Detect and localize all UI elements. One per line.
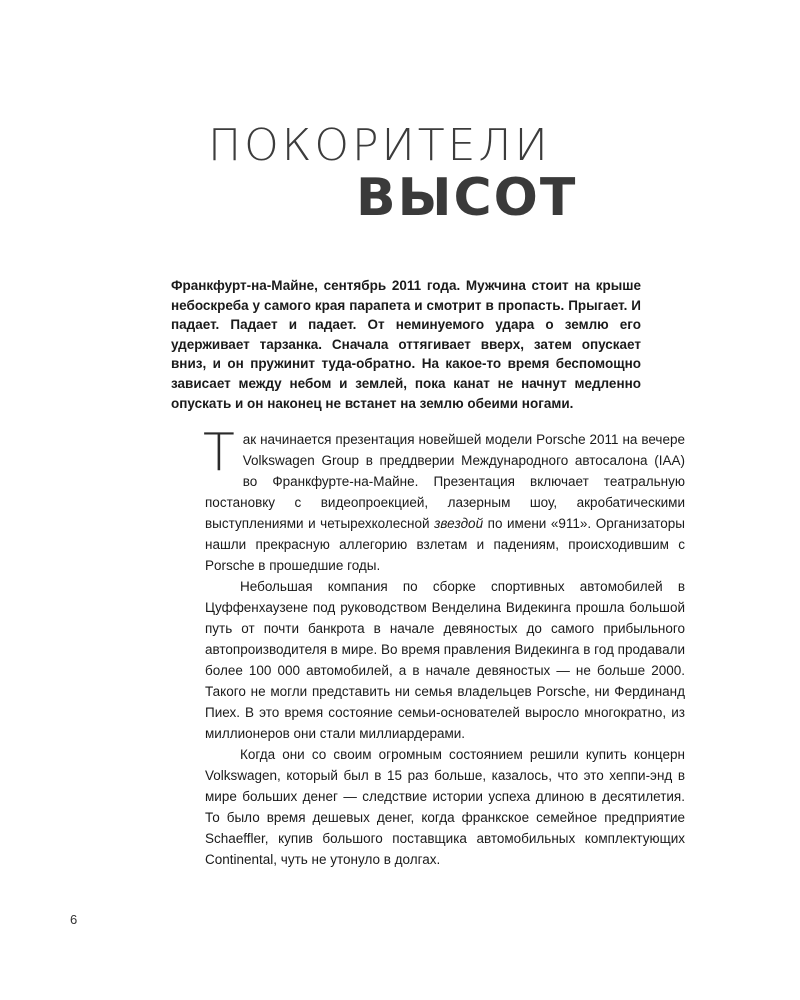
body-paragraph-2: Небольшая компания по сборке спортивных автомобилей в Цуффенхаузене под руководством Венделина Видекинга прошла большой путь от почти банкрота в начале девяностых до самого прибыльного автопроизводителя в мире. Во время правления Видекинга в год продавали более 100 000 автомобилей, а в начале девяностых — не больше 2000. Такого не могли представить ни семья владельцев Porsche, ни Фердинанд Пиех. В это время состояние семьи-основателей выросло многократно, из миллионеров они стали миллиардерами.: [205, 579, 685, 741]
body-paragraph-1: [203, 423, 686, 576]
body-text: [203, 423, 686, 870]
paragraph-1-italic: звездой: [434, 516, 484, 531]
body-paragraph-3: Когда они со своим огромным состоянием решили купить концерн Volkswagen, который был в 15 раз больше, казалось, что это хеппи-энд в мире больших денег — следствие истории успеха длиною в десятилетия. То было время дешевых денег, когда франкское семейное предприятие Schaeffler, купив большого поставщика автомобильных комплектующих Continental, чуть не утонуло в долгах.: [205, 747, 685, 867]
drop-cap: Т: [203, 423, 235, 483]
paragraph-1-text: ак начинается презентация новейшей модели Porsche 2011 на вечере Volkswagen Group в преддверии Международного автосалона (IAA) во Франкфурте-на-Майне. Презентация включает театральную постановку с видеопроекцией, лазерным шоу, акробатическими выступлениями и четырехколесной: [205, 432, 685, 531]
paragraph-1-text-end: по имени «911». Организаторы нашли прекрасную аллегорию взлетам и падениям, происходившим с Porsche в прошедшие годы.: [205, 516, 686, 573]
page-number: 6: [70, 912, 78, 927]
chapter-title-line1: ПОКОРИТЕЛИ: [208, 120, 551, 171]
lead-paragraph: Франкфурт-на-Майне, сентябрь 2011 года. Мужчина стоит на крыше небоскреба у самого края парапета и смотрит в пропасть. Прыгает. И падает. Падает и падает. От неминуемого удара о землю его удерживает тарзанка. Сначала оттягивает вверх, затем опускает вниз, и он пружинит туда-обратно. На какое-то время беспомощно зависает между небом и землей, пока канат не начнут медленно опускать и он наконец не встанет на землю обеими ногами.: [171, 278, 641, 411]
chapter-title-line2: ВЫСОТ: [356, 168, 578, 228]
